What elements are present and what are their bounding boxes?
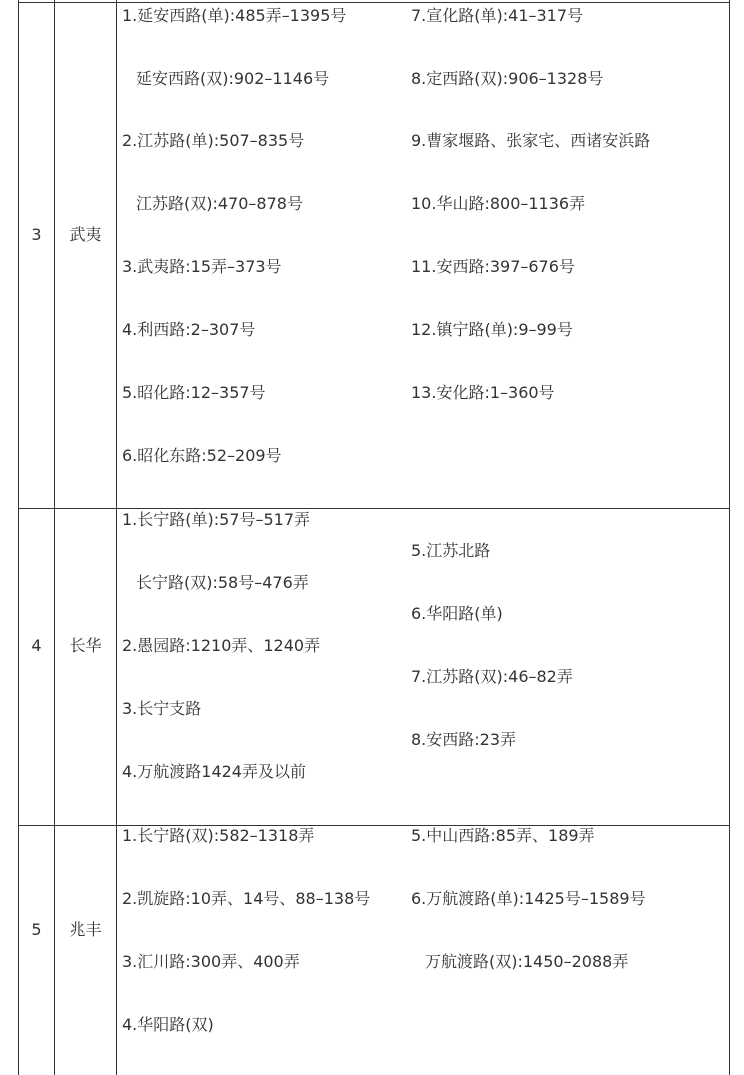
table-border-right xyxy=(729,0,730,1075)
street-entry: 4.利西路:2–307号 xyxy=(122,320,256,339)
street-entry: 8.安西路:23弄 xyxy=(411,730,517,749)
street-entry: 2.凯旋路:10弄、14号、88–138号 xyxy=(122,889,371,908)
table-border-left xyxy=(18,0,19,1075)
column-divider xyxy=(54,0,55,1075)
street-entry: 3.武夷路:15弄–373号 xyxy=(122,257,282,276)
street-entry: 3.汇川路:300弄、400弄 xyxy=(122,952,300,971)
street-entry: 6.昭化东路:52–209号 xyxy=(122,446,282,465)
street-entry: 7.江苏路(双):46–82弄 xyxy=(411,667,573,686)
street-entry: 5.中山西路:85弄、189弄 xyxy=(411,826,595,845)
street-entry: 12.镇宁路(单):9–99号 xyxy=(411,320,573,339)
street-entry: 5.昭化路:12–357号 xyxy=(122,383,266,402)
street-entry: 7.宣化路(单):41–317号 xyxy=(411,6,584,25)
street-entry: 1.长宁路(单):57号–517弄 xyxy=(122,510,311,529)
table-border-top xyxy=(18,2,730,3)
street-entry: 2.愚园路:1210弄、1240弄 xyxy=(122,636,321,655)
district-name: 兆丰 xyxy=(69,920,102,939)
street-entry: 4.万航渡路1424弄及以前 xyxy=(122,762,306,781)
street-entry: 1.长宁路(双):582–1318弄 xyxy=(122,826,315,845)
street-entry: 9.曹家堰路、张家宅、西诸安浜路 xyxy=(411,131,651,150)
street-entry: 延安西路(双):902–1146号 xyxy=(136,69,330,88)
column-divider xyxy=(116,0,117,1075)
row-number: 4 xyxy=(31,636,42,655)
street-entry: 8.定西路(双):906–1328号 xyxy=(411,69,604,88)
street-entry: 13.安化路:1–360号 xyxy=(411,383,555,402)
street-entry: 10.华山路:800–1136弄 xyxy=(411,194,586,213)
row-number: 5 xyxy=(31,920,42,939)
street-entry: 6.华阳路(单) xyxy=(411,604,503,623)
row-divider xyxy=(18,508,730,509)
street-entry: 4.华阳路(双) xyxy=(122,1015,214,1034)
street-entry: 万航渡路(双):1450–2088弄 xyxy=(425,952,629,971)
street-entry: 11.安西路:397–676号 xyxy=(411,257,575,276)
district-name: 长华 xyxy=(69,636,102,655)
street-entry: 江苏路(双):470–878号 xyxy=(136,194,303,213)
street-entry: 3.长宁支路 xyxy=(122,699,202,718)
street-entry: 长宁路(双):58号–476弄 xyxy=(136,573,309,592)
row-number: 3 xyxy=(31,225,42,244)
street-entry: 6.万航渡路(单):1425号–1589号 xyxy=(411,889,646,908)
district-name: 武夷 xyxy=(69,225,102,244)
street-entry: 1.延安西路(单):485弄–1395号 xyxy=(122,6,347,25)
street-entry: 2.江苏路(单):507–835号 xyxy=(122,131,305,150)
street-entry: 5.江苏北路 xyxy=(411,541,491,560)
